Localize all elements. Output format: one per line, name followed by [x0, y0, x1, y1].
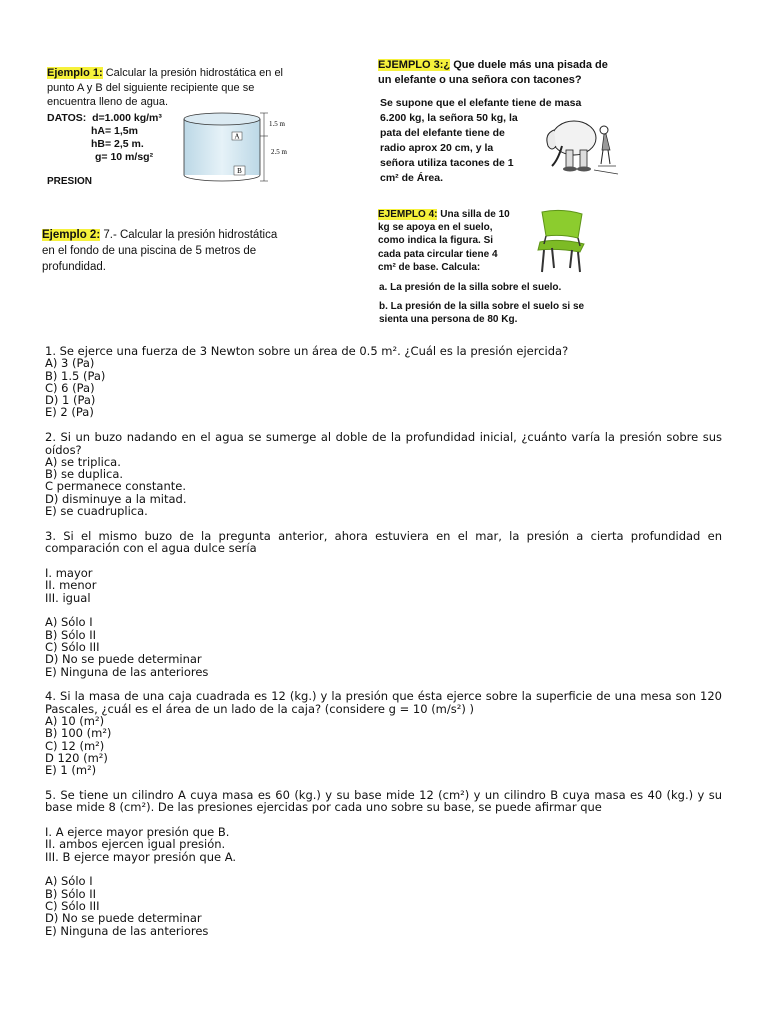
answer-option: C) 6 (Pa) [45, 380, 95, 395]
example-3-body-line: Se supone que el elefante tiene de masa [380, 97, 582, 109]
question-text: 5. Se tiene un cilindro A cuya masa es 60 (kg.) y su base mide 12 (cm²) y un cilindro B cuya masa es 40 (kg.) y su base mide 8 (cm²). De las presiones ejercidas por cada uno sobre su base, se puede afirmar que [45, 787, 722, 815]
example-1-data-label: DATOS: [47, 112, 87, 124]
lady-legs-icon [601, 150, 610, 164]
statement: I. mayor [45, 565, 93, 580]
elephant-and-lady-illustration [540, 116, 620, 178]
answer-option: C permanece constante. [45, 479, 186, 494]
example-4-item-a: a. La presión de la silla sobre el suelo. [379, 282, 562, 293]
example-4-line: cada pata circular tiene 4 [378, 248, 498, 260]
example-4-item-b-line-2: sienta una persona de 80 Kg. [379, 314, 518, 325]
example-3-body-line: pata del elefante tiene de [380, 127, 505, 139]
answer-option: B) 1.5 (Pa) [45, 368, 106, 383]
answer-option: C) Sólo III [45, 898, 100, 913]
question-4 [45, 690, 722, 776]
elephant-leg-icon [580, 150, 587, 168]
dimension-2-label: 2.5 m [271, 148, 287, 156]
example-4-label: EJEMPLO 4: [378, 209, 438, 220]
question-text: 1. Se ejerce una fuerza de 3 Newton sobre un área de 0.5 m². ¿Cuál es la presión ejercida? [45, 344, 569, 358]
example-1-text: Calcular la presión hidrostática en el punto A y B del siguiente recipiente que se encuentra lleno de agua. [47, 67, 284, 108]
question-1 [45, 345, 722, 419]
example-1-data-row-1 [47, 112, 162, 125]
answer-option: A) Sólo I [45, 615, 93, 630]
example-3-body-line: señora utiliza tacones de 1 [380, 157, 514, 169]
answer-option: A) Sólo I [45, 874, 93, 889]
example-4 [378, 208, 510, 274]
elephant-leg-icon [566, 150, 573, 168]
question-text: 4. Si la masa de una caja cuadrada es 12 (kg.) y la presión que ésta ejerce sobre la superficie de una mesa son 120 Pascales, ¿cuál es el área de un lado de la caja? (considere g = 10 (m/s²) ) [45, 689, 722, 716]
statement: II. menor [45, 578, 97, 593]
lady-head-icon [600, 126, 608, 134]
water-fill [184, 119, 260, 175]
answer-option: E) se cuadruplica. [45, 504, 148, 519]
answer-option: D) No se puede determinar [45, 652, 202, 667]
example-1-data-row-4: g= 10 m/sg² [95, 151, 154, 163]
chair-icon [532, 208, 592, 276]
spacer [45, 604, 722, 617]
example-3-body-line: cm² de Área. [380, 172, 444, 184]
example-2-text: 7.- Calcular la presión hidrostática en el fondo de una piscina de 5 metros de profundidad. [42, 229, 278, 273]
answer-option: B) Sólo II [45, 886, 97, 901]
answer-option: A) 10 (m²) [45, 713, 105, 728]
example-3-title-rest: Que duele más una pisada de [453, 59, 608, 71]
example-2 [42, 227, 288, 275]
example-4-line-1 [378, 208, 510, 221]
chair-backrest-icon [542, 210, 582, 238]
example-1-data-row-3: hB= 2,5 m. [91, 138, 144, 150]
question-text: 2. Si un buzo nadando en el agua se sumerge al doble de la profundidad inicial, ¿cuánto varía la presión sobre sus oídos? [45, 430, 722, 457]
elephant-body-icon [552, 121, 596, 155]
example-3-body-line: 6.200 kg, la señora 50 kg, la [380, 112, 518, 124]
answer-option: C) 12 (m²) [45, 738, 105, 753]
question-text: 3. Si el mismo buzo de la pregunta anterior, ahora estuviera en el mar, la presión a cierta profundidad en comparación con el agua dulce sería [45, 528, 722, 556]
example-4-label-rest: Una silla de 10 [440, 209, 510, 220]
question-5 [45, 789, 722, 937]
chair-legs-icon [542, 248, 580, 272]
answer-option: A) se triplica. [45, 454, 121, 469]
example-1-label: Ejemplo 1: [47, 67, 103, 79]
lady-dress-icon [602, 134, 610, 150]
statement: III. igual [45, 590, 91, 605]
example-4-line: kg se apoya en el suelo, [378, 222, 493, 234]
answer-option: D 120 (m²) [45, 750, 108, 765]
cylinder-top [184, 113, 260, 125]
spacer [45, 863, 722, 876]
example-1-data-value: d=1.000 kg/m³ [92, 112, 162, 124]
statement: I. A ejerce mayor presión que B. [45, 825, 230, 839]
example-1 [47, 66, 297, 110]
elephant-foot-icon [577, 167, 591, 172]
example-3-title-line-2: un elefante o una señora con tacones? [378, 74, 582, 86]
spacer [45, 554, 722, 567]
statement: II. ambos ejercen igual presión. [45, 837, 226, 852]
example-1-presion: PRESION [47, 176, 93, 187]
elephant-foot-icon [563, 167, 577, 172]
answer-option: B) Sólo II [45, 627, 97, 642]
example-4-items [379, 281, 584, 326]
dimension-1-label: 1.5 m [269, 120, 285, 128]
answer-option: B) 100 (m²) [45, 726, 112, 741]
point-a-label: A [234, 132, 240, 141]
answer-option: E) Ninguna de las anteriores [45, 923, 209, 938]
answer-option: E) 2 (Pa) [45, 405, 94, 420]
answer-option: E) Ninguna de las anteriores [45, 664, 209, 679]
answer-option: A) 3 (Pa) [45, 356, 95, 371]
answer-option: C) Sólo III [45, 639, 100, 654]
question-3 [45, 530, 722, 678]
answer-option: E) 1 (m²) [45, 763, 97, 778]
example-3-body-line: radio aprox 20 cm, y la [380, 142, 494, 154]
answer-option: B) se duplica. [45, 467, 124, 482]
example-1-data [47, 112, 162, 164]
example-3-title-line-1 [378, 58, 608, 73]
example-1-data-row-2: hA= 1,5m [91, 125, 138, 137]
example-3-title [378, 58, 608, 88]
example-3-label: EJEMPLO 3:¿ [378, 59, 451, 71]
answer-option: D) 1 (Pa) [45, 393, 96, 408]
cylinder-container-figure [178, 110, 300, 184]
answer-option: D) No se puede determinar [45, 911, 202, 926]
ground-lines [594, 166, 618, 174]
answer-option: D) disminuye a la mitad. [45, 491, 187, 506]
example-4-line: como indica la figura. Si [378, 235, 494, 247]
statement: III. B ejerce mayor presión que A. [45, 849, 237, 864]
example-2-label: Ejemplo 2: [42, 229, 101, 241]
point-b-label: B [237, 167, 242, 175]
questions-section [45, 345, 722, 949]
example-4-line: cm² de base. Calcula: [378, 261, 481, 273]
question-2 [45, 431, 722, 517]
example-4-item-b-line-1: b. La presión de la silla sobre el suelo si se [379, 301, 585, 312]
